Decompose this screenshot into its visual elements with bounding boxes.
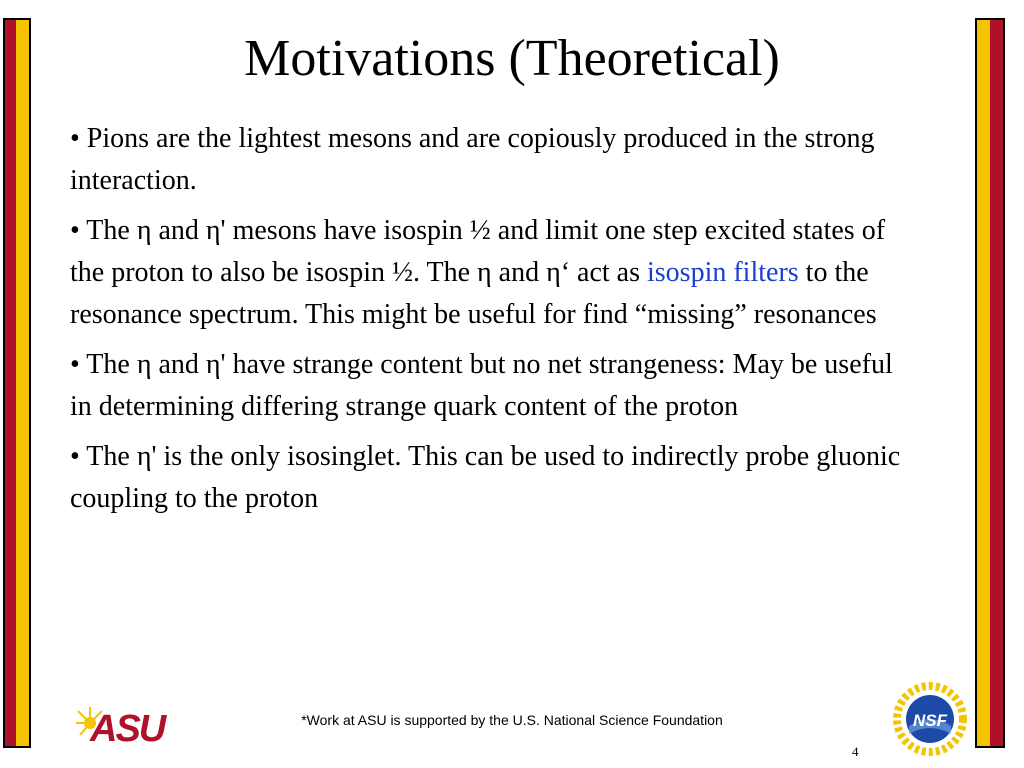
funding-footnote: *Work at ASU is supported by the U.S. National Science Foundation: [301, 712, 723, 728]
svg-text:ASU: ASU: [90, 708, 165, 745]
highlighted-term: isospin filters: [647, 257, 799, 288]
bullet-item-1: [70, 118, 920, 202]
svg-text:NSF: NSF: [913, 711, 947, 730]
bullet-item-4: [70, 436, 920, 520]
page-number: 4: [852, 744, 859, 759]
right-maroon-stripe: [990, 18, 1005, 748]
bullet-text-after: to the resonance spectrum. This might be useful for find “missing” resonances: [70, 257, 877, 330]
nsf-logo-icon: [893, 682, 967, 756]
bullet-text: • Pions are the lightest mesons and are copiously produced in the strong interaction.: [70, 123, 875, 196]
bullet-text: • The η' is the only isosinglet. This can be used to indirectly probe gluonic coupling to the proton: [70, 441, 901, 514]
left-gold-stripe: [16, 18, 31, 748]
bullet-item-3: [70, 344, 920, 428]
bullet-text: • The η and η' have strange content but no net strangeness: May be useful in determining differing strange quark content of the proton: [70, 349, 893, 422]
slide-title: Motivations (Theoretical): [244, 30, 780, 87]
bullet-text: • The η and η' mesons have isospin ½ and limit one step excited states of the proton to also be isospin ½. The η and η‘ act as: [70, 215, 886, 288]
right-gold-stripe: [975, 18, 990, 748]
bullet-list: [70, 118, 920, 528]
bullet-item-2: [70, 210, 920, 336]
